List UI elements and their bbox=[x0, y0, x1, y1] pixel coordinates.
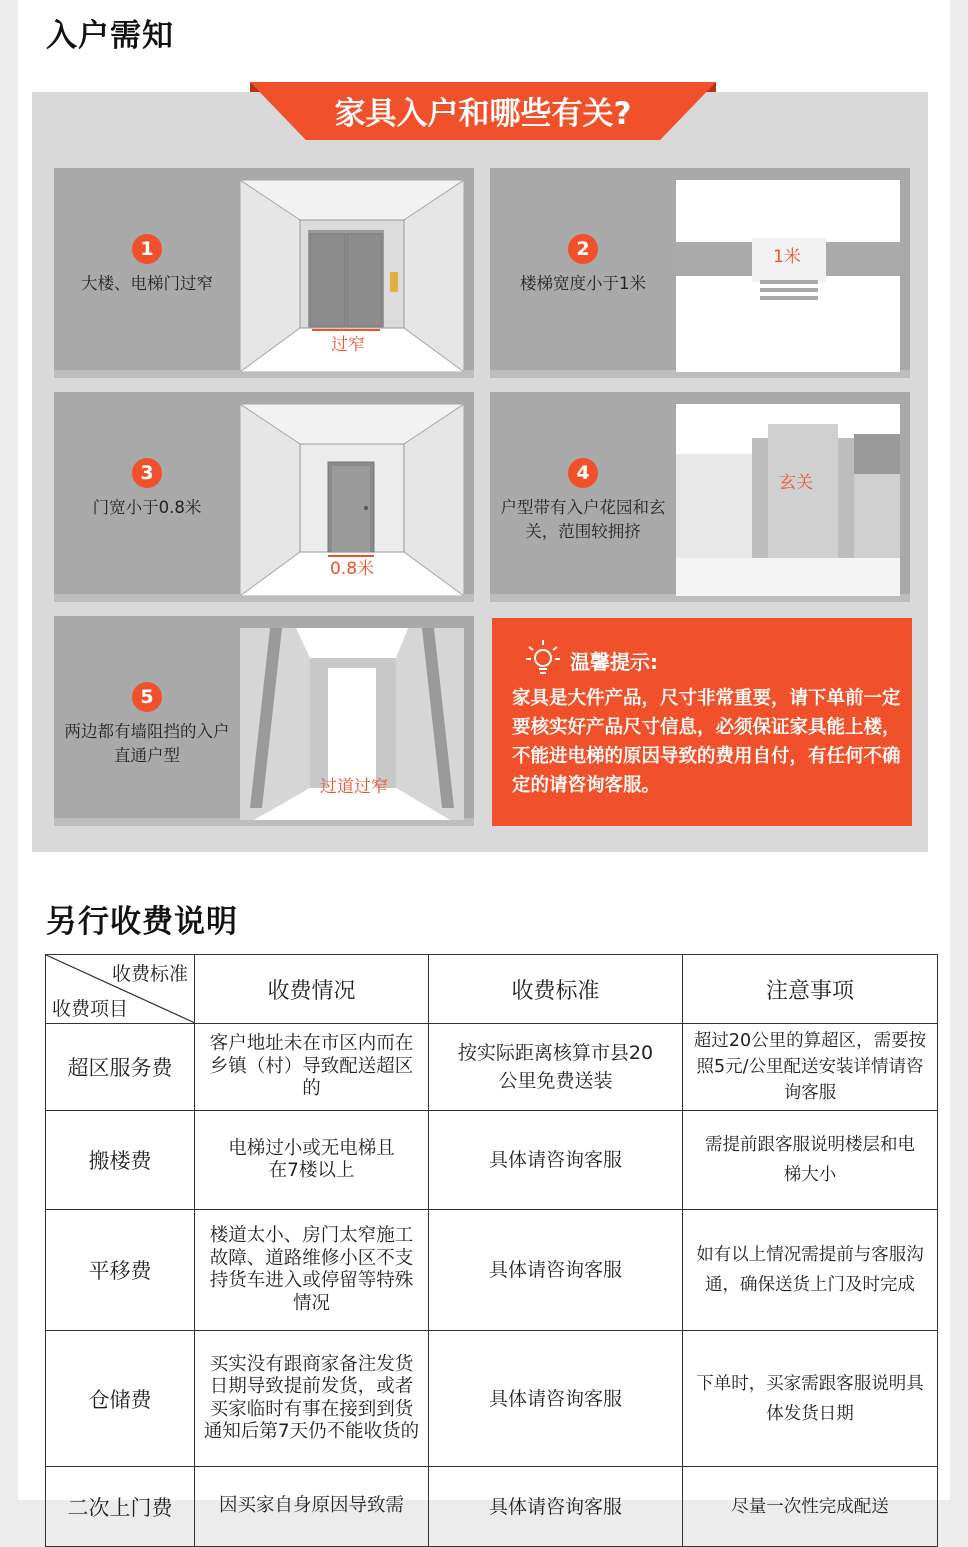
card-caption: 大楼、电梯门过窄 bbox=[81, 274, 213, 293]
card-label: 1米 bbox=[773, 247, 801, 267]
table-row bbox=[46, 1111, 938, 1210]
fee-standard: 具体请咨询客服 bbox=[429, 1331, 683, 1467]
card-label: 0.8米 bbox=[329, 559, 375, 579]
card-caption: 户型带有入户花园和玄关，范围较拥挤 bbox=[500, 498, 666, 541]
step-number-badge: 5 bbox=[132, 682, 162, 712]
fee-name: 二次上门费 bbox=[46, 1467, 195, 1547]
card-text-area bbox=[490, 168, 676, 378]
fee-standard: 具体请咨询客服 bbox=[429, 1210, 683, 1331]
page bbox=[18, 0, 950, 1520]
table-row bbox=[46, 1331, 938, 1467]
fee-condition: 买实没有跟商家备注发货日期导致提前发货，或者买家临时有事在接到到货通知后第7天仍不能收货的 bbox=[195, 1331, 429, 1467]
card-narrow-door bbox=[54, 392, 474, 602]
table-corner-cell bbox=[46, 955, 195, 1024]
step-number-badge: 1 bbox=[132, 234, 162, 264]
tip-title: 温馨提示: bbox=[570, 650, 658, 674]
card-text-area bbox=[54, 616, 240, 826]
step-number-badge: 4 bbox=[568, 458, 598, 488]
table-header-row bbox=[46, 955, 938, 1024]
card-text-area bbox=[54, 168, 240, 378]
card-label: 过窄 bbox=[331, 335, 365, 355]
card-narrow-corridor bbox=[54, 616, 474, 826]
fee-condition: 电梯过小或无电梯且在7楼以上 bbox=[195, 1111, 429, 1210]
fee-standard: 按实际距离核算市县20公里免费送装 bbox=[429, 1024, 683, 1111]
lightbulb-icon bbox=[524, 638, 562, 676]
corner-top-label: 收费标准 bbox=[111, 963, 188, 985]
card-caption: 两边都有墙阻挡的入户直通户型 bbox=[64, 722, 230, 765]
fee-standard: 具体请咨询客服 bbox=[429, 1467, 683, 1547]
fee-standard: 具体请咨询客服 bbox=[429, 1111, 683, 1210]
door-illustration bbox=[240, 404, 464, 596]
warm-tip-box bbox=[492, 618, 912, 826]
section-title-entry-notes: 入户需知 bbox=[46, 18, 174, 54]
fee-name: 平移费 bbox=[46, 1210, 195, 1331]
card-label: 过道过窄 bbox=[320, 777, 388, 797]
column-header: 收费标准 bbox=[429, 955, 683, 1024]
table-row bbox=[46, 1467, 938, 1547]
fee-note: 如有以上情况需提前与客服沟通，确保送货上门及时完成 bbox=[683, 1210, 938, 1331]
fee-note: 超过20公里的算超区，需要按照5元/公里配送安装详情请咨询客服 bbox=[683, 1024, 938, 1111]
card-narrow-stairs bbox=[490, 168, 910, 378]
corridor-illustration bbox=[240, 628, 464, 820]
fee-note: 需提前跟客服说明楼层和电梯大小 bbox=[683, 1111, 938, 1210]
fee-name: 搬楼费 bbox=[46, 1111, 195, 1210]
fee-note: 下单时，买家需跟客服说明具体发货日期 bbox=[683, 1331, 938, 1467]
fee-note: 尽量一次性完成配送 bbox=[683, 1467, 938, 1547]
card-label: 玄关 bbox=[779, 473, 813, 493]
card-text-area bbox=[490, 392, 676, 602]
banner-title: 家具入户和哪些有关? bbox=[334, 96, 632, 132]
foyer-illustration bbox=[676, 404, 900, 596]
fee-name: 仓储费 bbox=[46, 1331, 195, 1467]
card-caption: 楼梯宽度小于1米 bbox=[520, 274, 646, 293]
tip-body: 家具是大件产品，尺寸非常重要，请下单前一定要核实好产品尺寸信息，必须保证家具能上楼，不能进电梯的原因导致的费用自付，有任何不确定的请咨询客服。 bbox=[512, 688, 901, 796]
card-text-area bbox=[54, 392, 240, 602]
fee-name: 超区服务费 bbox=[46, 1024, 195, 1111]
elevator-illustration bbox=[240, 180, 464, 372]
card-narrow-elevator bbox=[54, 168, 474, 378]
card-entry-garden bbox=[490, 392, 910, 602]
table-row bbox=[46, 1210, 938, 1331]
stairs-illustration bbox=[676, 180, 900, 372]
table-row bbox=[46, 1024, 938, 1111]
fee-condition: 客户地址未在市区内而在乡镇（村）导致配送超区的 bbox=[195, 1024, 429, 1111]
step-number-badge: 2 bbox=[568, 234, 598, 264]
fee-condition: 因买家自身原因导致需 bbox=[195, 1467, 429, 1547]
card-caption: 门宽小于0.8米 bbox=[92, 498, 202, 517]
corner-bottom-label: 收费项目 bbox=[52, 998, 129, 1020]
section-title-extra-fees: 另行收费说明 bbox=[46, 904, 238, 940]
column-header: 注意事项 bbox=[683, 955, 938, 1024]
step-number-badge: 3 bbox=[132, 458, 162, 488]
fee-condition: 楼道太小、房门太窄施工故障、道路维修小区不支持货车进入或停留等特殊情况 bbox=[195, 1210, 429, 1331]
column-header: 收费情况 bbox=[195, 955, 429, 1024]
fee-table bbox=[45, 954, 938, 1547]
